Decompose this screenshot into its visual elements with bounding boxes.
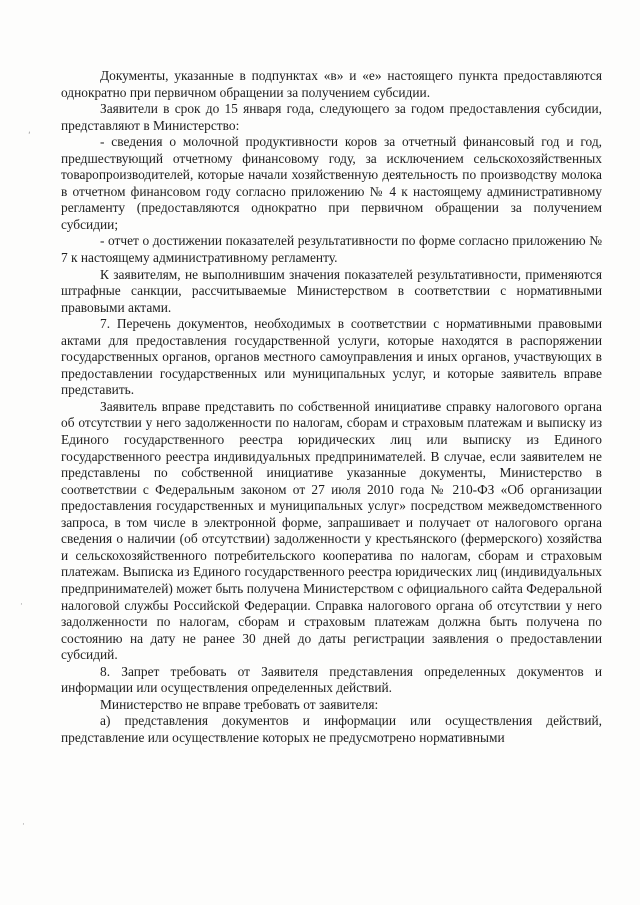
paragraph: Документы, указанные в подпунктах «в» и «е» настоящего пункта предоставляются однократно при первичном обращении за получением субсидии. bbox=[61, 68, 602, 100]
paragraph: Министерство не вправе требовать от заявителя: bbox=[100, 696, 379, 712]
paragraph: - сведения о молочной продуктивности коров за отчетный финансовый год и год, предшествующий отчетному финансовому году, за исключением сельскохозяйственных товаропроизводителей, которые начали хозяйственную деятельность по производству молока в отчетном финансовом году согласно приложению № 4 к настоящему административному регламенту (предоставляются однократно при первичном обращении за получением субсидии; bbox=[61, 134, 602, 232]
paragraph: а) представления документов и информации или осуществления действий, представление или осуществление которых не предусмотрено нормативными bbox=[61, 713, 602, 745]
paragraph: 8. Запрет требовать от Заявителя представления определенных документов и информации или осуществления определенных действий. bbox=[61, 663, 602, 696]
margin-mark: · bbox=[20, 600, 23, 610]
paragraph: - отчет о достижении показателей результативности по форме согласно приложению № 7 к настоящему административному регламенту. bbox=[61, 233, 602, 266]
paragraph: Заявитель вправе представить по собственной инициативе справку налогового органа об отсутствии у него задолженности по налогам, сборам и страховым платежам и выписку из Единого государственного реестра юридических лиц или выписку из Единого государственного реестра индивидуальных предпринимателей. В случае, если заявителем не представлены по собственной инициативе указанные документы, Министерство в соответствии с Федеральным законом от 27 июля 2010 года № 210-ФЗ «Об организации предоставления государственных и муниципальных услуг» посредством межведомственного запроса, в том числе в электронной форме, запрашивает и получает от налогового органа сведения о наличии (об отсутствии) задолженности у крестьянского (фермерского) хозяйства и сельскохозяйственного потребительского кооператива по налогам, сборам и страховым платежам. Выписка из Единого государственного реестра юридических лиц (индивидуальных предпринимателей) может быть получена Министерством с официального сайта Федеральной налоговой службы Российской Федерации. Справка налогового органа об отсутствии у него задолженности по налогам, сборам и страховым платежам должна быть получена по состоянию на дату не ранее 30 дней до даты регистрации заявления о предоставлении субсидий. bbox=[61, 398, 602, 663]
document-body bbox=[61, 68, 602, 746]
margin-mark: ‘ bbox=[28, 131, 31, 141]
paragraph: 7. Перечень документов, необходимых в соответствии с нормативными правовыми актами для предоставления государственной услуги, которые находятся в распоряжении государственных органов, органов местного самоуправления и иных органов, участвующих в предоставлении государственных или муниципальных услуг, и которые заявитель вправе представить. bbox=[61, 316, 602, 398]
paragraph: Заявители в срок до 15 января года, следующего за годом предоставления субсидии, представляют в Министерство: bbox=[61, 101, 602, 133]
margin-mark: · bbox=[22, 820, 25, 830]
paragraph: К заявителям, не выполнившим значения показателей результативности, применяются штрафные санкции, рассчитываемые Министерством в соответствии с нормативными правовыми актами. bbox=[61, 266, 602, 315]
